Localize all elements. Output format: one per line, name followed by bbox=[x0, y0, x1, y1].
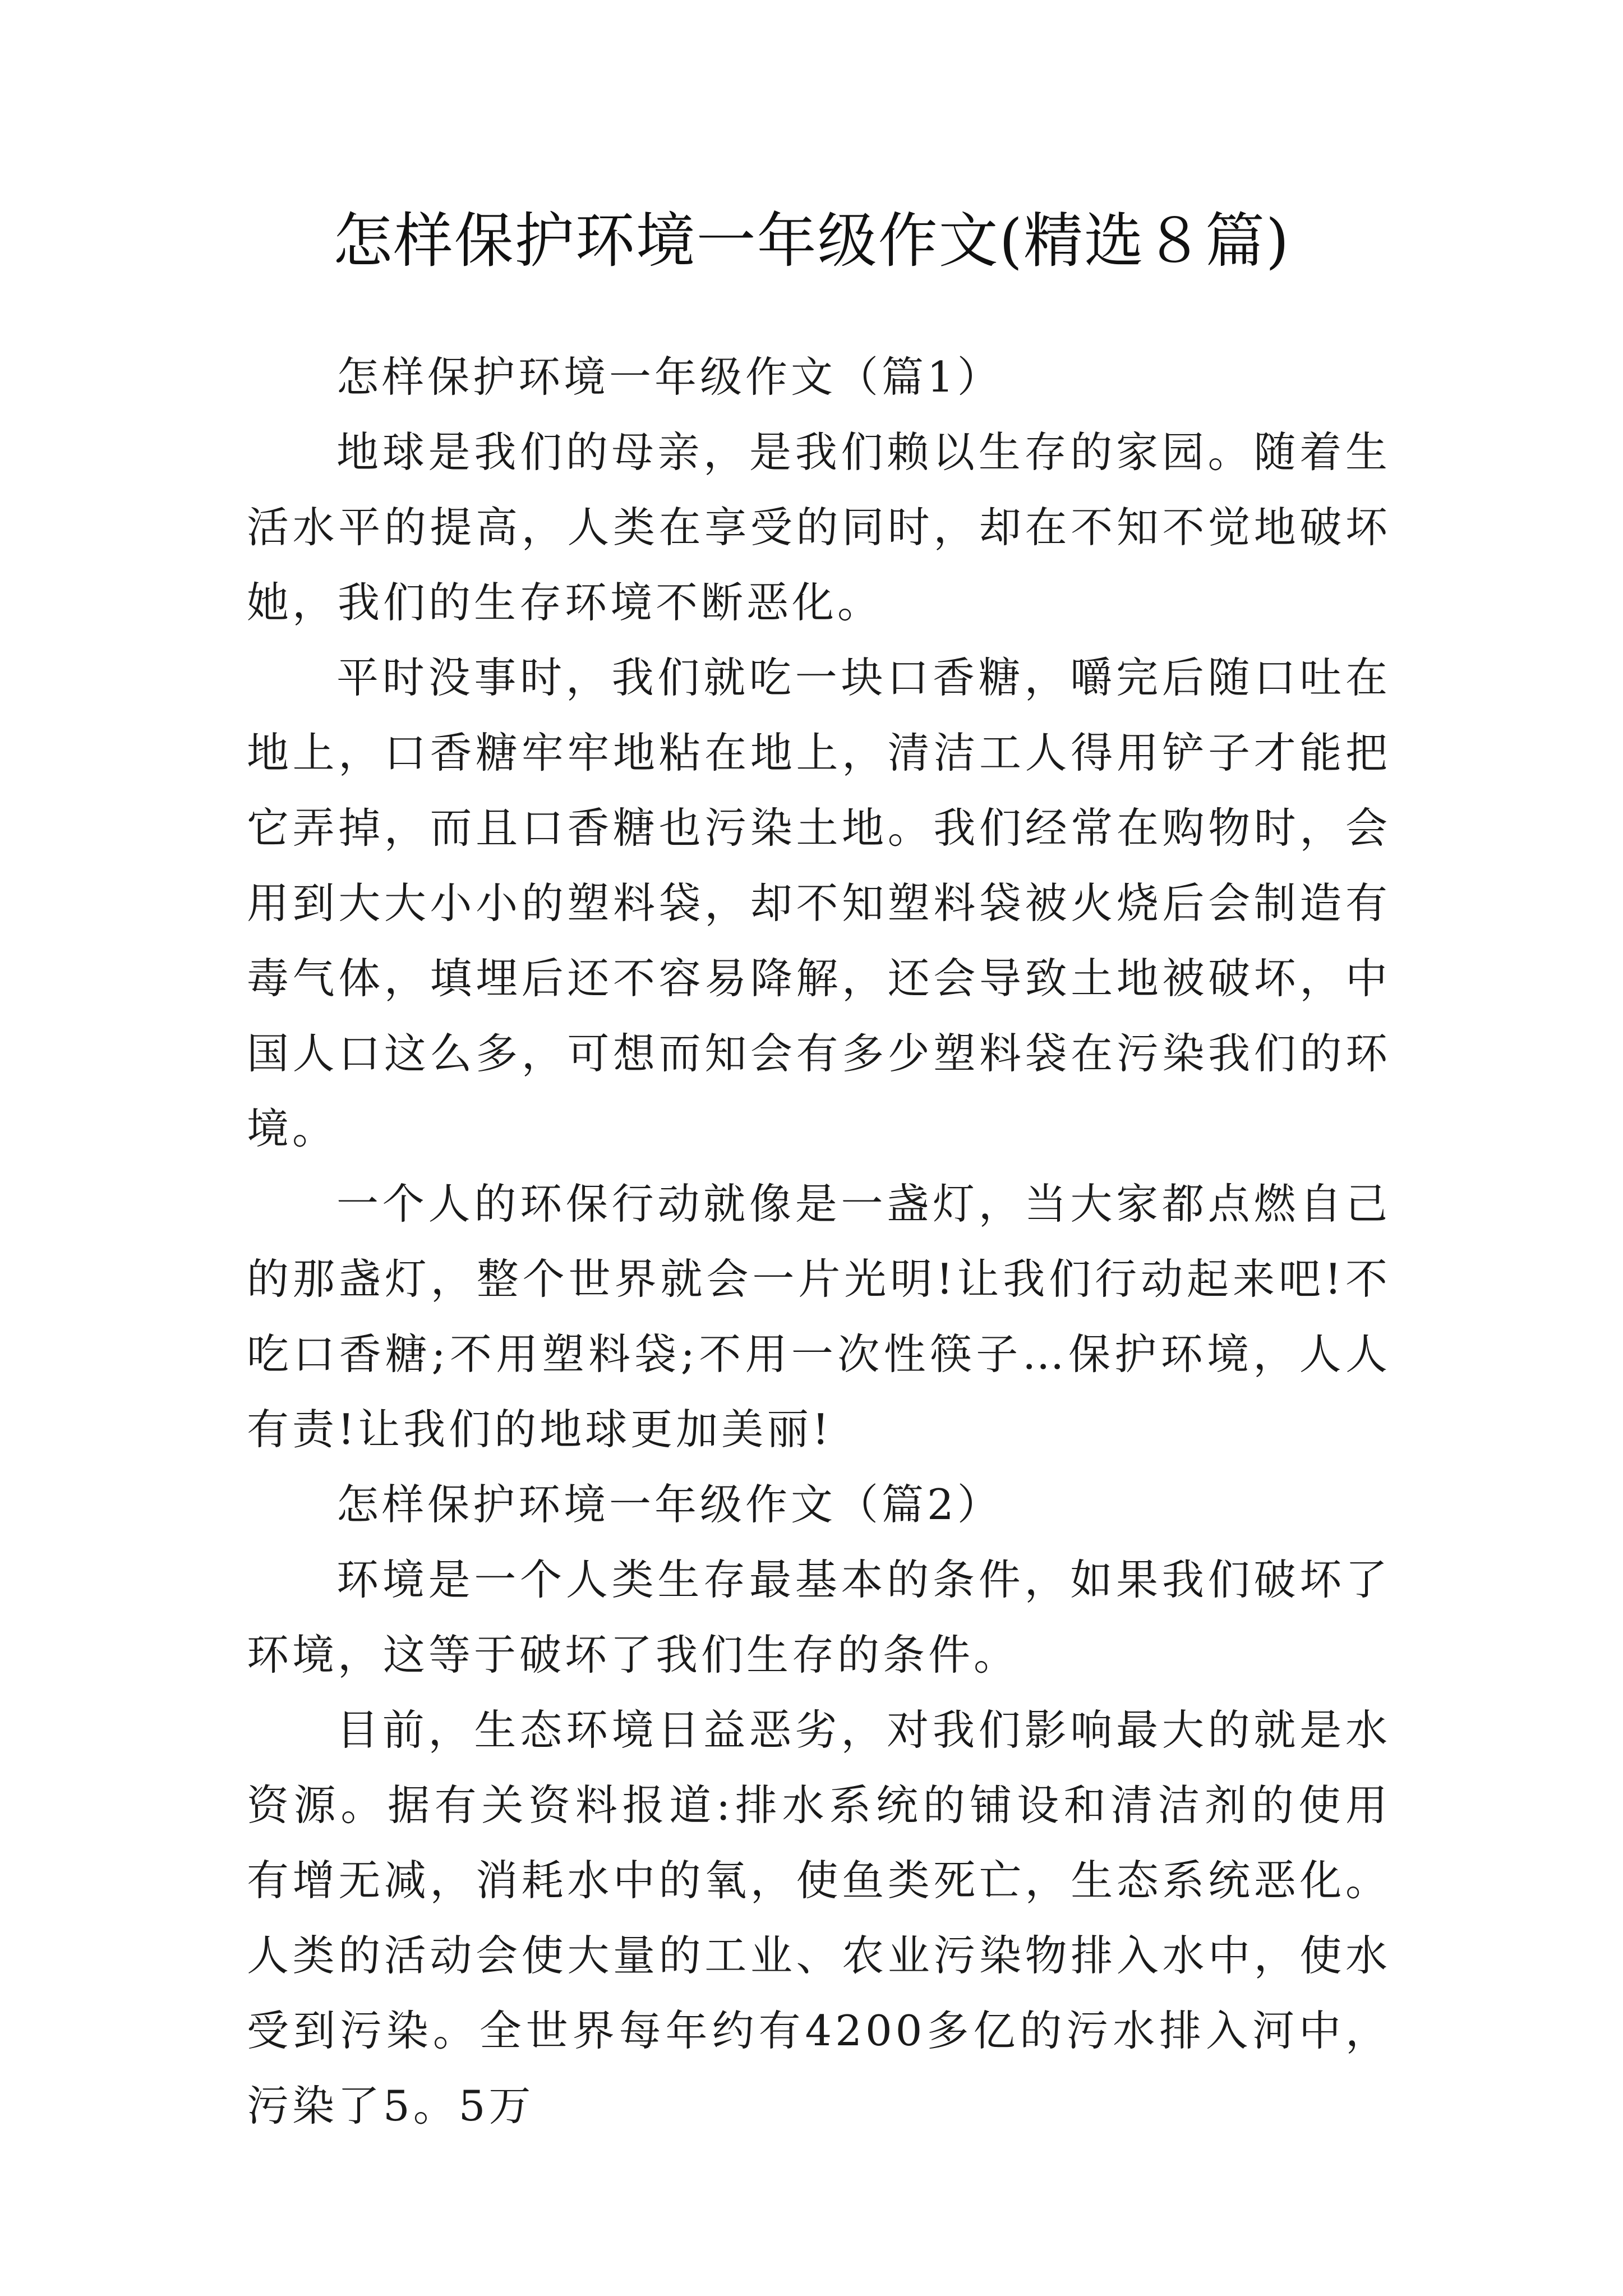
paragraph: 平时没事时，我们就吃一块口香糖，嚼完后随口吐在地上，口香糖牢牢地粘在地上，清洁工人得用铲子才能把它弄掉，而且口香糖也污染土地。我们经常在购物时，会用到大大小小的塑料袋，却不知塑料袋被火烧后会制造有毒气体，填埋后还不容易降解，还会导致土地被破坏，中国人口这么多，可想而知会有多少塑料袋在污染我们的环境。 bbox=[247, 653, 1391, 1153]
document-body bbox=[247, 339, 1391, 2143]
paragraph: 目前，生态环境日益恶劣，对我们影响最大的就是水资源。据有关资料报道:排水系统的铺设和清洁剂的使用有增无减，消耗水中的氧，使鱼类死亡，生态系统恶化。人类的活动会使大量的工业、农业污染物排入水中，使水受到污染。全世界每年约有4200多亿的污水排入河中，污染了5。5万 bbox=[247, 1705, 1391, 2131]
paragraph: 环境是一个人类生存最基本的条件，如果我们破坏了环境，这等于破坏了我们生存的条件。 bbox=[247, 1555, 1391, 1680]
section-heading-2: 怎样保护环境一年级作文（篇2） bbox=[336, 1480, 1003, 1529]
section-heading-1: 怎样保护环境一年级作文（篇1） bbox=[336, 352, 1003, 402]
paragraph: 一个人的环保行动就像是一盏灯，当大家都点燃自己的那盏灯，整个世界就会一片光明!让我们行动起来吧!不吃口香糖;不用塑料袋;不用一次性筷子…保护环境，人人有责!让我们的地球更加美丽! bbox=[247, 1179, 1391, 1454]
paragraph: 地球是我们的母亲，是我们赖以生存的家园。随着生活水平的提高，人类在享受的同时，却在不知不觉地破坏她，我们的生存环境不断恶化。 bbox=[247, 427, 1391, 627]
document-title: 怎样保护环境一年级作文(精选８篇) bbox=[333, 206, 1290, 275]
